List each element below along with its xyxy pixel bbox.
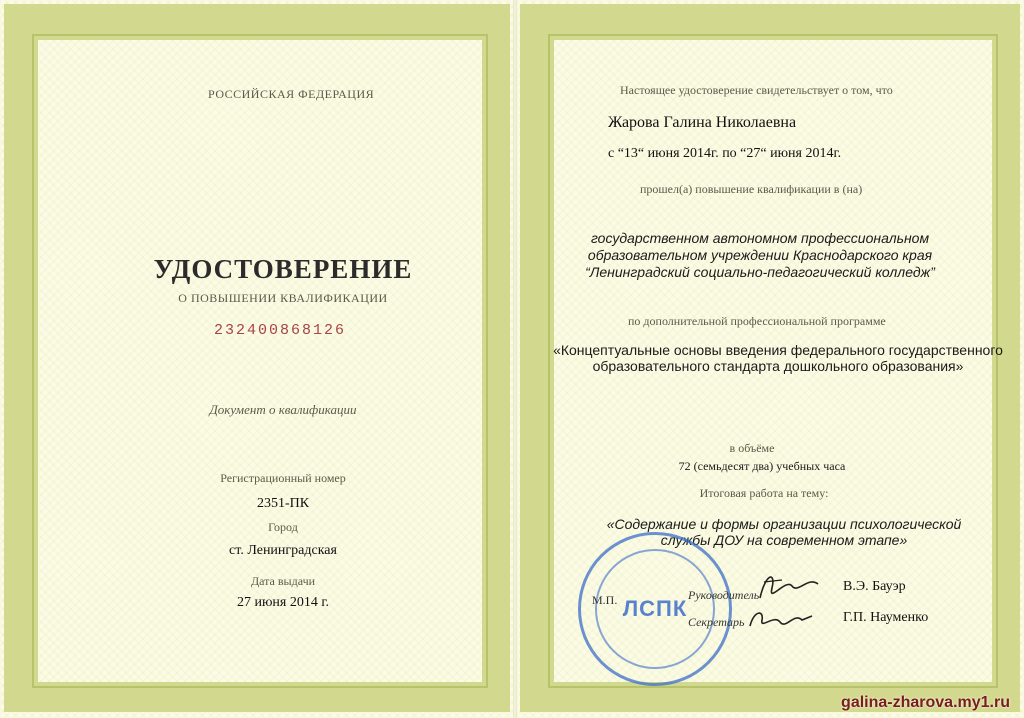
final-work-label: Итоговая работа на тему: bbox=[699, 486, 829, 500]
program-line: «Концептуальные основы введения федерального государственного bbox=[553, 342, 1003, 358]
country-label: РОССИЙСКАЯ ФЕДЕРАЦИЯ bbox=[208, 87, 375, 101]
issue-date-value: 27 июня 2014 г. bbox=[236, 595, 330, 610]
issue-date-label: Дата выдачи bbox=[250, 574, 316, 588]
city-value: ст. Ленинградская bbox=[229, 543, 337, 558]
seal-place-label: М.П. bbox=[592, 593, 618, 607]
institution-line: “Ленинградский социально-педагогический колледж” bbox=[585, 264, 935, 280]
volume-value: 72 (семьдесят два) учебных часа bbox=[678, 459, 846, 473]
head-label: Руководитель bbox=[688, 588, 760, 602]
city-label: Город bbox=[268, 520, 298, 534]
program-title bbox=[553, 342, 1003, 374]
page-fold bbox=[513, 0, 517, 718]
study-period: с “13“ июня 2014г. по “27“ июня 2014г. bbox=[608, 146, 842, 161]
stamp-text: ЛСПК bbox=[622, 596, 688, 621]
institution-line: образовательном учреждении Краснодарского края bbox=[587, 247, 933, 263]
secretary-name: Г.П. Науменко bbox=[843, 610, 929, 625]
final-work-line: службы ДОУ на современном этапе» bbox=[660, 532, 908, 548]
registration-number: 2351-ПК bbox=[256, 496, 310, 511]
certificate-subtitle: О ПОВЫШЕНИИ КВАЛИФИКАЦИИ bbox=[178, 291, 388, 305]
person-name: Жарова Галина Николаевна bbox=[608, 114, 797, 131]
secretary-signature bbox=[744, 604, 816, 634]
head-signature bbox=[752, 568, 822, 606]
secretary-label: Секретарь bbox=[688, 615, 745, 629]
registration-label: Регистрационный номер bbox=[220, 471, 346, 485]
serial-number: 232400868126 bbox=[213, 322, 347, 339]
institution-name bbox=[585, 230, 935, 281]
volume-label: в объёме bbox=[729, 441, 775, 455]
program-line: образовательного стандарта дошкольного образования» bbox=[592, 358, 964, 374]
program-label: по дополнительной профессиональной программе bbox=[628, 314, 886, 328]
institution-line: государственном автономном профессиональном bbox=[590, 230, 930, 246]
passed-training-label: прошел(а) повышение квалификации в (на) bbox=[640, 182, 863, 196]
head-name: В.Э. Бауэр bbox=[843, 579, 906, 594]
document-type: Документ о квалификации bbox=[209, 402, 357, 417]
final-work-line: «Содержание и формы организации психологической bbox=[606, 516, 962, 532]
site-watermark: galina-zharova.my1.ru bbox=[841, 694, 1010, 711]
certificate-title: УДОСТОВЕРЕНИЕ bbox=[153, 254, 413, 284]
official-stamp bbox=[578, 532, 732, 686]
intro-text: Настоящее удостоверение свидетельствует о том, что bbox=[620, 83, 893, 97]
